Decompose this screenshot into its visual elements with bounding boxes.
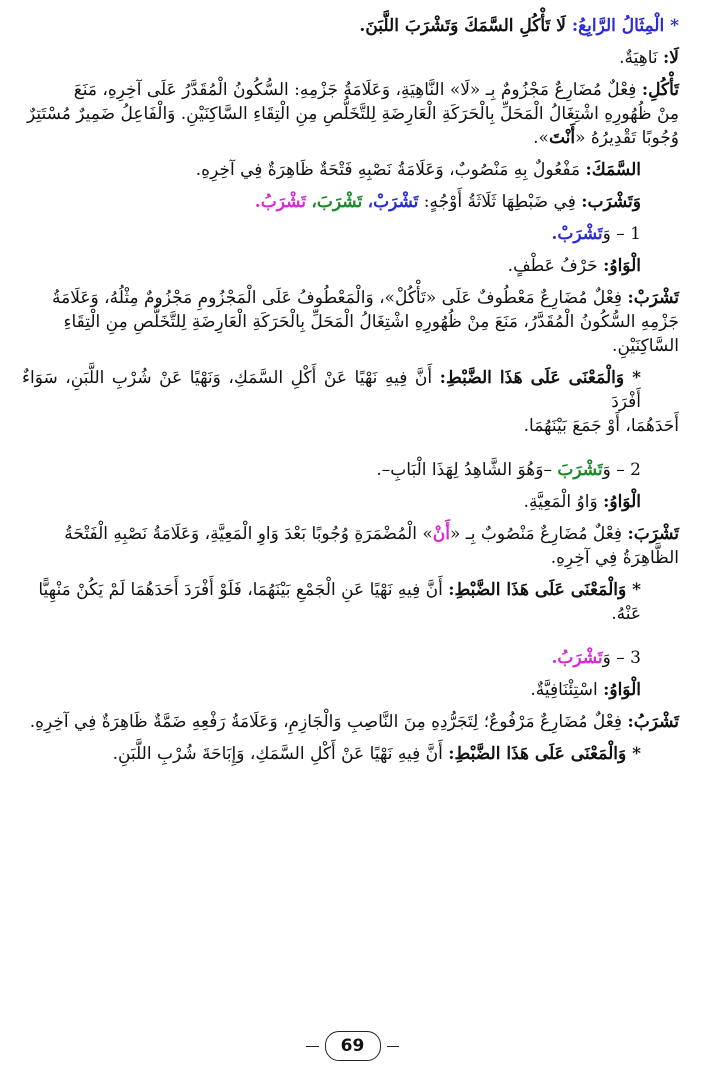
tashrab-variant-sukun: تَشْرَبْ، xyxy=(367,192,419,212)
case1-verb-label: تَشْرَبْ: xyxy=(627,288,679,308)
takul-anta: أَنْتَ xyxy=(548,128,576,148)
example-title: الْمِثَالُ الرَّابِعُ: xyxy=(571,16,665,36)
tashrab-variant-damma: تَشْرَبُ. xyxy=(254,192,306,212)
example-heading xyxy=(22,14,679,38)
la-label: لَا: xyxy=(663,48,679,68)
la-entry xyxy=(22,46,679,70)
takul-entry-line2 xyxy=(22,102,679,126)
case3-waw xyxy=(22,678,679,702)
tashrab-entry xyxy=(22,190,679,214)
tashrab-desc: فِي ضَبْطِهَا ثَلَاثَةُ أَوْجُهٍ: xyxy=(423,192,576,212)
case1-meaning-line1 xyxy=(22,366,679,414)
case1-waw-desc: حَرْفُ عَطْفٍ. xyxy=(507,256,598,276)
page-content xyxy=(22,14,679,1020)
case1-meaning-line2 xyxy=(22,414,679,438)
case3-meaning xyxy=(22,742,679,766)
case3-meaning-label: * وَالْمَعْنَى عَلَى هَذَا الضَّبْطِ: xyxy=(448,744,641,764)
case2-meaning-label: * وَالْمَعْنَى عَلَى هَذَا الضَّبْطِ: xyxy=(448,580,641,600)
case1-verb-line2 xyxy=(22,310,679,358)
takul-text-2: مِنْ ظُهُورِهِ اشْتِغَالُ الْمَحَلِّ بِالْحَرَكَةِ الْعَارِضَةِ لِلتَّخَلُّصِ مِنِ الْتِقَاءِ السَّاكِنَيْنِ. وَالْفَاعِلُ ضَمِيرٌ مُسْتَتِرٌ xyxy=(26,104,679,124)
case2-note: –وَهُوَ الشَّاهِدُ لِهَذَا الْبَابِ–. xyxy=(376,460,552,480)
case3-verb-text: فِعْلٌ مُضَارِعٌ مَرْفُوعٌ؛ لِتَجَرُّدِهِ مِنَ النَّاصِبِ وَالْجَازِمِ، وَعَلَامَةُ رَفْعِهِ ضَمَّةٌ ظَاهِرَةٌ فِي آخِرِهِ. xyxy=(29,712,623,732)
case2-verb-line2 xyxy=(22,546,679,570)
case1-meaning-label: * وَالْمَعْنَى عَلَى هَذَا الضَّبْطِ: xyxy=(439,368,642,388)
takul-text-3c: ». xyxy=(533,128,549,148)
case3-heading xyxy=(22,646,679,670)
case2-wa: وَ xyxy=(602,460,611,480)
samak-entry xyxy=(22,158,679,182)
case3-waw-desc: اسْتِئْنَافِيَّةٌ. xyxy=(530,680,598,700)
case1-meaning-text-2: أَحَدَهُمَا، أَوْ جَمَعَ بَيْنَهُمَا. xyxy=(523,416,679,436)
case2-waw xyxy=(22,490,679,514)
example-sentence: لَا تَأْكُلِ السَّمَكَ وَتَشْرَبَ اللَّبَنَ. xyxy=(359,16,566,36)
tashrab-variant-fatha: تَشْرَبَ، xyxy=(311,192,363,212)
case3-wa: وَ xyxy=(602,648,611,668)
case2-verb-line1 xyxy=(22,522,679,546)
takul-text-3a: وُجُوبًا تَقْدِيرُهُ « xyxy=(575,128,679,148)
samak-label: السَّمَكَ: xyxy=(585,160,641,180)
case2-meaning xyxy=(22,578,679,626)
case1-wa: وَ xyxy=(602,224,611,244)
case3-number: 3 – xyxy=(616,648,641,668)
takul-entry-line3 xyxy=(22,126,679,150)
case1-waw xyxy=(22,254,679,278)
case2-verb-text-1a: فِعْلٌ مُضَارِعٌ مَنْصُوبٌ بِـ « xyxy=(449,524,623,544)
case2-meaning-text: أَنَّ فِيهِ نَهْيًا عَنِ الْجَمْعِ بَيْنَهُمَا، فَلَوْ أَفْرَدَ أَحَدَهُمَا لَمْ يَكُنْ مَنْهِيًّا عَنْهُ. xyxy=(38,580,641,624)
case1-heading xyxy=(22,222,679,246)
page-number: 69 xyxy=(325,1031,381,1061)
case3-word: تَشْرَبُ. xyxy=(551,648,603,668)
case2-waw-desc: وَاوُ الْمَعِيَّةِ. xyxy=(523,492,598,512)
case1-waw-label: الْوَاوُ: xyxy=(603,256,641,276)
case2-verb-label: تَشْرَبَ: xyxy=(627,524,679,544)
case3-verb xyxy=(22,710,679,734)
case2-an: أَنْ xyxy=(432,524,450,544)
case2-number: 2 – xyxy=(616,460,641,480)
case2-word: تَشْرَبَ xyxy=(557,460,603,480)
case2-verb-text-1c: » الْمُضْمَرَةِ وُجُوبًا بَعْدَ وَاوِ الْمَعِيَّةِ، وَعَلَامَةُ نَصْبِهِ الْفَتْحَةُ xyxy=(64,524,433,544)
footer-rule-left xyxy=(306,1046,319,1047)
case1-word: تَشْرَبْ. xyxy=(551,224,603,244)
case2-verb-text-2: الظَّاهِرَةُ فِي آخِرِهِ. xyxy=(550,548,679,568)
takul-entry-line1 xyxy=(22,78,679,102)
takul-label: تَأْكُلِ: xyxy=(641,80,679,100)
tashrab-label: وَتَشْرَب: xyxy=(581,192,641,212)
case2-heading xyxy=(22,458,679,482)
case1-meaning-text-1: أَنَّ فِيهِ نَهْيًا عَنْ أَكْلِ السَّمَكِ، وَنَهْيًا عَنْ شُرْبِ اللَّبَنِ، سَوَاءٌ أَفْرَدَ xyxy=(22,368,641,412)
case1-verb-text-1: فِعْلٌ مُضَارِعٌ مَعْطُوفٌ عَلَى «تَأْكُلْ»، وَالْمَعْطُوفُ عَلَى الْمَجْزُومِ مَجْزُومٌ مِثْلُهُ، وَعَلَامَةُ xyxy=(52,288,623,308)
case2-waw-label: الْوَاوُ: xyxy=(603,492,641,512)
case3-verb-label: تَشْرَبُ: xyxy=(627,712,679,732)
case3-meaning-text: أَنَّ فِيهِ نَهْيًا عَنْ أَكْلِ السَّمَكِ، وَإِبَاحَةَ شُرْبِ اللَّبَنِ. xyxy=(112,744,443,764)
samak-desc: مَفْعُولٌ بِهِ مَنْصُوبٌ، وَعَلَامَةُ نَصْبِهِ فَتْحَةٌ ظَاهِرَةٌ فِي آخِرِهِ. xyxy=(195,160,581,180)
example-marker: * xyxy=(670,16,679,36)
footer-rule-right xyxy=(387,1046,400,1047)
case1-verb-line1 xyxy=(22,286,679,310)
case1-verb-text-2: جَزْمِهِ السُّكُونُ الْمُقَدَّرُ، مَنَعَ مِنْ ظُهُورِهِ اشْتِغَالُ الْمَحَلِّ بِالْحَرَكَةِ الْعَارِضَةِ لِلتَّخَلُّصِ مِنِ الْتِقَاءِ السَّاكِنَيْنِ. xyxy=(63,312,679,356)
case1-number: 1 – xyxy=(616,224,641,244)
takul-text-1: فِعْلٌ مُضَارِعٌ مَجْزُومٌ بِـ «لَا» النَّاهِيَةِ، وَعَلَامَةُ جَزْمِهِ: السُّكُونُ الْمُقَدَّرُ عَلَى آخِرِهِ، مَنَعَ xyxy=(73,80,637,100)
page-footer xyxy=(300,1026,405,1066)
la-desc: نَاهِيَةٌ. xyxy=(619,48,658,68)
case3-waw-label: الْوَاوُ: xyxy=(603,680,641,700)
